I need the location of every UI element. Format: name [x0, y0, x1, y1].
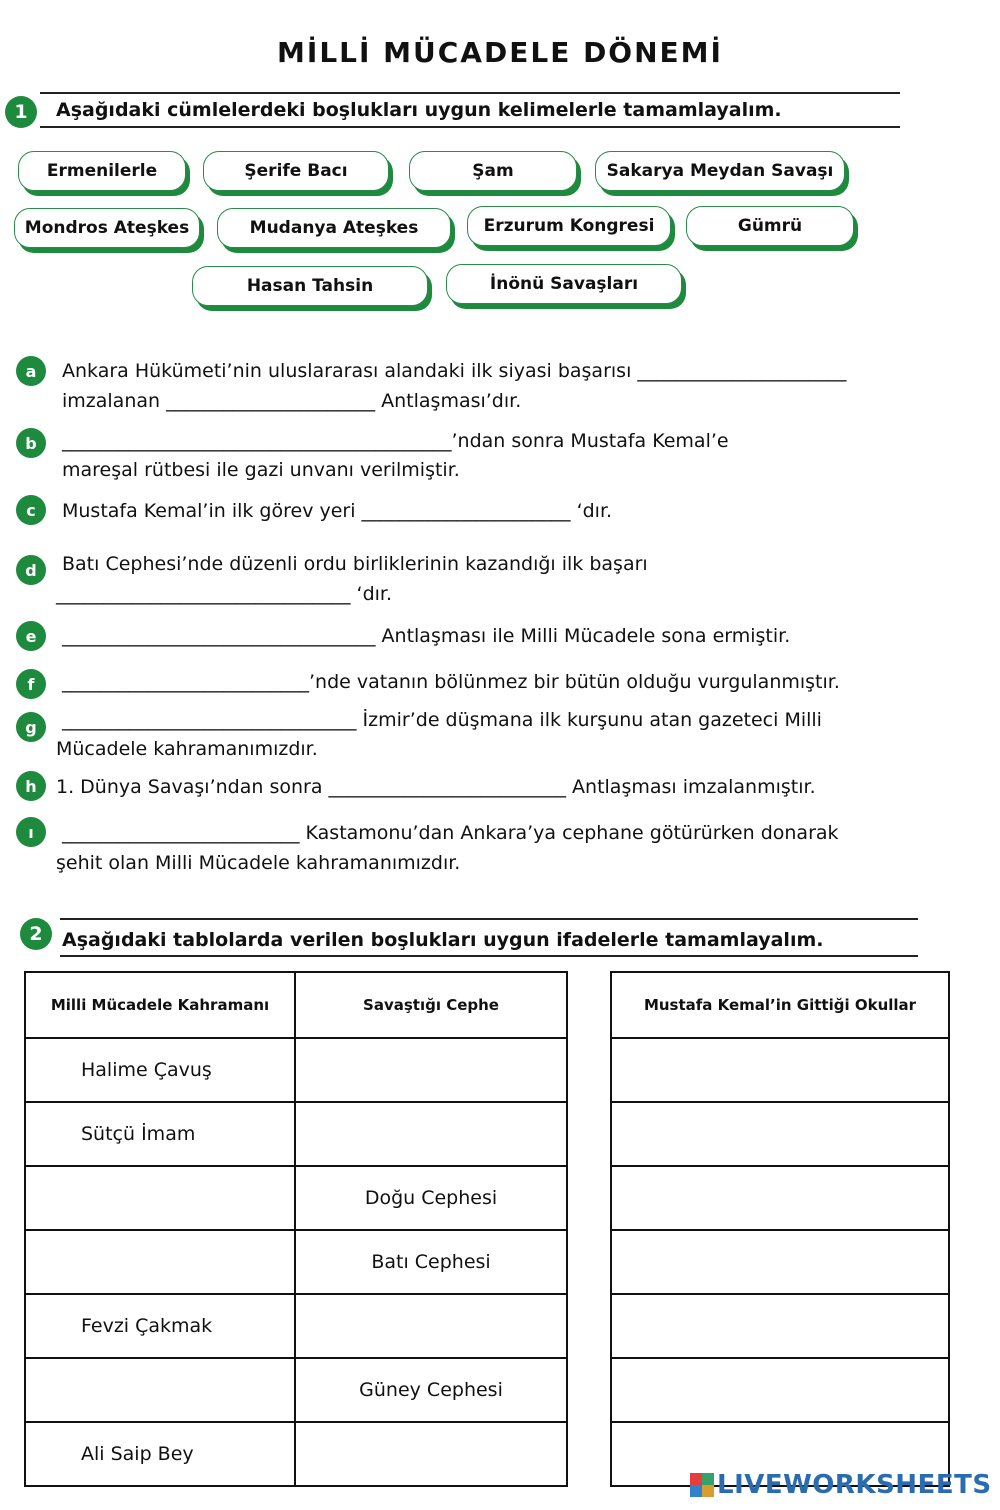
table-row — [611, 1102, 949, 1166]
logo-mark-icon — [690, 1473, 714, 1497]
section2-bottom-rule — [60, 955, 918, 957]
section2-top-rule — [60, 918, 918, 920]
table-row — [25, 1230, 567, 1294]
hero-cell[interactable] — [25, 1166, 295, 1230]
question-a-line-1[interactable]: Ankara Hükümeti’nin uluslararası alandaki ilk siyasi başarısı ______________________ — [62, 360, 847, 382]
page-title: MİLLİ MÜCADELE DÖNEMİ — [277, 36, 723, 69]
question-f-badge: f — [16, 669, 46, 699]
school-cell[interactable] — [611, 1166, 949, 1230]
question-a-line-2[interactable]: imzalanan ______________________ Antlaşması’dır. — [62, 390, 522, 412]
question-i-line-1[interactable]: _________________________ Kastamonu’dan Ankara’ya cephane götürürken donarak — [62, 822, 839, 844]
school-cell[interactable] — [611, 1102, 949, 1166]
word-chip[interactable]: Ermenilerle — [18, 151, 186, 191]
heroes-table — [24, 971, 568, 1487]
section1-bottom-rule — [40, 126, 900, 128]
logo-text: LIVEWORKSHEETS — [717, 1470, 992, 1500]
liveworksheets-logo — [690, 1470, 992, 1500]
word-chip[interactable]: Hasan Tahsin — [192, 266, 428, 306]
question-b-badge: b — [16, 428, 46, 458]
question-h-badge: h — [16, 771, 46, 801]
hero-cell: Sütçü İmam — [25, 1102, 295, 1166]
schools-table — [610, 971, 950, 1487]
question-b-line-1[interactable]: _________________________________________’ndan sonra Mustafa Kemal’e — [62, 430, 729, 452]
question-e-badge: e — [16, 621, 46, 651]
word-chip[interactable]: Sakarya Meydan Savaşı — [595, 151, 845, 191]
front-cell: Güney Cephesi — [295, 1358, 567, 1422]
section2-number: 2 — [20, 918, 52, 950]
table-row — [611, 1294, 949, 1358]
table-row — [611, 1038, 949, 1102]
section1-number: 1 — [5, 96, 37, 128]
section1-top-rule — [40, 92, 900, 94]
question-e-line-1[interactable]: _________________________________ Antlaşması ile Milli Mücadele sona ermiştir. — [62, 625, 791, 647]
word-chip[interactable]: Mondros Ateşkes — [14, 208, 200, 248]
word-chip[interactable]: Şerife Bacı — [203, 151, 389, 191]
word-chip[interactable]: Erzurum Kongresi — [467, 206, 671, 246]
table-row — [25, 1358, 567, 1422]
question-i-line-2: şehit olan Milli Mücadele kahramanımızdır. — [56, 852, 461, 874]
table-row — [611, 1230, 949, 1294]
question-g-line-2: Mücadele kahramanımızdır. — [56, 738, 318, 760]
school-cell[interactable] — [611, 1230, 949, 1294]
question-a-badge: a — [16, 356, 46, 386]
word-chip[interactable]: İnönü Savaşları — [446, 264, 682, 304]
table-row — [25, 1422, 567, 1486]
table-header-row — [25, 972, 567, 1038]
table-row — [25, 1038, 567, 1102]
table-row — [25, 1294, 567, 1358]
hero-cell: Fevzi Çakmak — [25, 1294, 295, 1358]
question-g-line-1[interactable]: _______________________________ İzmir’de düşmana ilk kurşunu atan gazeteci Milli — [62, 709, 822, 731]
hero-cell[interactable] — [25, 1358, 295, 1422]
question-i-badge: ı — [16, 817, 46, 847]
table-row — [25, 1166, 567, 1230]
front-cell[interactable] — [295, 1294, 567, 1358]
table-header: Milli Mücadele Kahramanı — [25, 972, 295, 1038]
word-chip[interactable]: Mudanya Ateşkes — [217, 208, 451, 248]
front-cell[interactable] — [295, 1102, 567, 1166]
school-cell[interactable] — [611, 1038, 949, 1102]
question-h-line-1[interactable]: 1. Dünya Savaşı’ndan sonra _________________________ Antlaşması imzalanmıştır. — [56, 776, 816, 798]
front-cell[interactable] — [295, 1422, 567, 1486]
question-f-line-1[interactable]: __________________________’nde vatanın bölünmez bir bütün olduğu vurgulanmıştır. — [62, 671, 840, 693]
front-cell: Batı Cephesi — [295, 1230, 567, 1294]
table-header: Savaştığı Cephe — [295, 972, 567, 1038]
table-header: Mustafa Kemal’in Gittiği Okullar — [611, 972, 949, 1038]
school-cell[interactable] — [611, 1358, 949, 1422]
school-cell[interactable] — [611, 1294, 949, 1358]
table-row — [611, 1358, 949, 1422]
question-d-badge: d — [16, 555, 46, 585]
question-c-badge: c — [16, 495, 46, 525]
hero-cell: Ali Saip Bey — [25, 1422, 295, 1486]
table-row — [611, 1166, 949, 1230]
section2-instruction: Aşağıdaki tablolarda verilen boşlukları uygun ifadelerle tamamlayalım. — [62, 929, 824, 951]
question-c-line-1[interactable]: Mustafa Kemal’in ilk görev yeri ______________________ ‘dır. — [62, 500, 613, 522]
table-header-row — [611, 972, 949, 1038]
section1-instruction: Aşağıdaki cümlelerdeki boşlukları uygun kelimelerle tamamlayalım. — [56, 99, 782, 121]
question-g-badge: g — [16, 712, 46, 742]
word-chip[interactable]: Gümrü — [686, 206, 854, 246]
front-cell: Doğu Cephesi — [295, 1166, 567, 1230]
hero-cell: Halime Çavuş — [25, 1038, 295, 1102]
question-d-line-2[interactable]: _______________________________ ‘dır. — [56, 583, 393, 605]
hero-cell[interactable] — [25, 1230, 295, 1294]
question-b-line-2: mareşal rütbesi ile gazi unvanı verilmiştir. — [62, 459, 460, 481]
front-cell[interactable] — [295, 1038, 567, 1102]
word-chip[interactable]: Şam — [409, 151, 577, 191]
table-row — [25, 1102, 567, 1166]
question-d-line-1: Batı Cephesi’nde düzenli ordu birliklerinin kazandığı ilk başarı — [62, 553, 648, 575]
